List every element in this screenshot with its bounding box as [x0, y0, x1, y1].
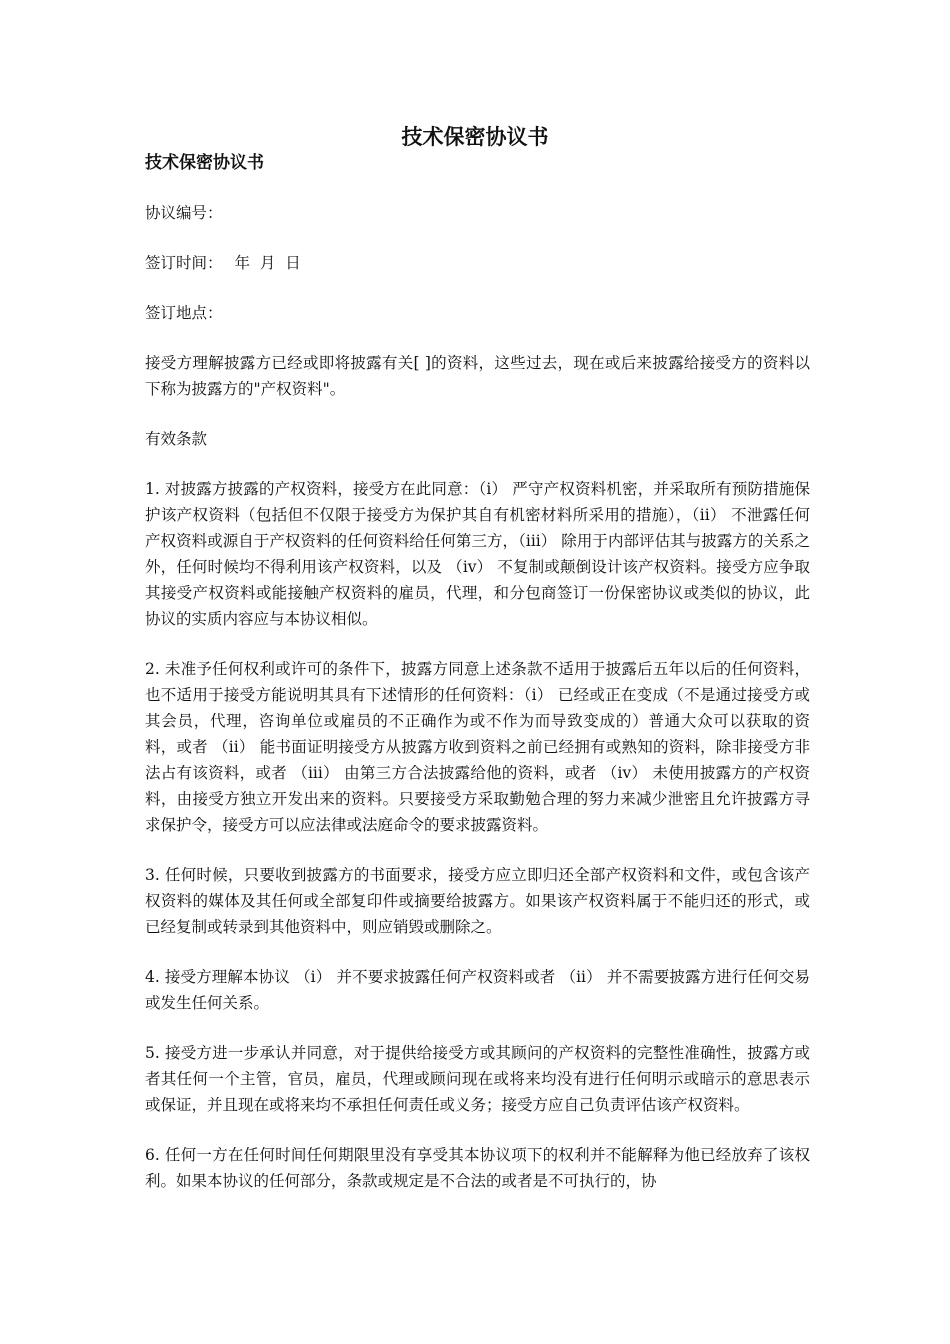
agreement-number-label: 协议编号： — [145, 204, 223, 222]
signing-place-label: 签订地点： — [145, 304, 223, 322]
document-subtitle: 技术保密协议书 — [145, 153, 264, 173]
signing-place-line — [145, 300, 810, 326]
clause-3: 3. 任何时候，只要收到披露方的书面要求，接受方应立即归还全部产权资料和文件，或包含该产权资料的媒体及其任何或全部复印件或摘要给披露方。如果该产权资料属于不能归还的形式，或已经复制或转录到其他资料中，则应销毁或删除之。 — [145, 866, 810, 936]
clause-5: 5. 接受方进一步承认并同意，对于提供给接受方或其顾问的产权资料的完整性准确性，披露方或者其任何一个主管，官员，雇员，代理或顾问现在或将来均没有进行任何明示或暗示的意思表示或保证，并且现在或将来均不承担任何责任或义务；接受方应自己负责评估该产权资料。 — [145, 1044, 810, 1114]
clause-4: 4. 接受方理解本协议 （i） 并不要求披露任何产权资料或者 （ii） 并不需要披露方进行任何交易或发生任何关系。 — [145, 968, 810, 1012]
section-heading: 有效条款 — [145, 430, 208, 448]
document-title: 技术保密协议书 — [401, 125, 549, 149]
agreement-number-line — [145, 200, 810, 226]
document-body — [145, 150, 810, 1218]
clause-6: 6. 任何一方在任何时间任何期限里没有享受其本协议项下的权利并不能解释为他已经放弃了该权利。如果本协议的任何部分，条款或规定是不合法的或者是不可执行的，协 — [145, 1146, 810, 1190]
signing-time-placeholder: 年 月 日 — [234, 254, 301, 272]
intro-paragraph: 接受方理解披露方已经或即将披露有关[ ]的资料，这些过去，现在或后来披露给接受方的资料以下称为披露方的"产权资料"。 — [145, 354, 810, 398]
clause-2: 2. 未准予任何权利或许可的条件下，披露方同意上述条款不适用于披露后五年以后的任何资料，也不适用于接受方能说明其具有下述情形的任何资料：（i） 已经或正在变成（不是通过接受方或其会员，代理，咨询单位或雇员的不正确作为或不作为而导致变成的）普通大众可以获取的资料，或者 （ii） 能书面证明接受方从披露方收到资料之前已经拥有或熟知的资料，除非接受方非法占有该资料，或者 （iii） 由第三方合法披露给他的资料，或者 （iv） 未使用披露方的产权资料，由接受方独立开发出来的资料。只要接受方采取勤勉合理的努力来减少泄密且允许披露方寻求保护令，接受方可以应法律或法庭命令的要求披露资料。 — [145, 660, 810, 834]
signing-time-label: 签订时间： — [145, 254, 223, 272]
signing-time-line — [145, 250, 810, 276]
clause-1: 1. 对披露方披露的产权资料，接受方在此同意：（i） 严守产权资料机密，并采取所有预防措施保护该产权资料（包括但不仅限于接受方为保护其自有机密材料所采用的措施），（ii） 不泄露任何产权资料或源自于产权资料的任何资料给任何第三方，（iii） 除用于内部评估其与披露方的关系之外，任何时候均不得利用该产权资料，以及 （iv） 不复制或颠倒设计该产权资料。接受方应争取其接受产权资料或能接触产权资料的雇员，代理，和分包商签订一份保密协议或类似的协议，此协议的实质内容应与本协议相似。 — [145, 480, 810, 628]
